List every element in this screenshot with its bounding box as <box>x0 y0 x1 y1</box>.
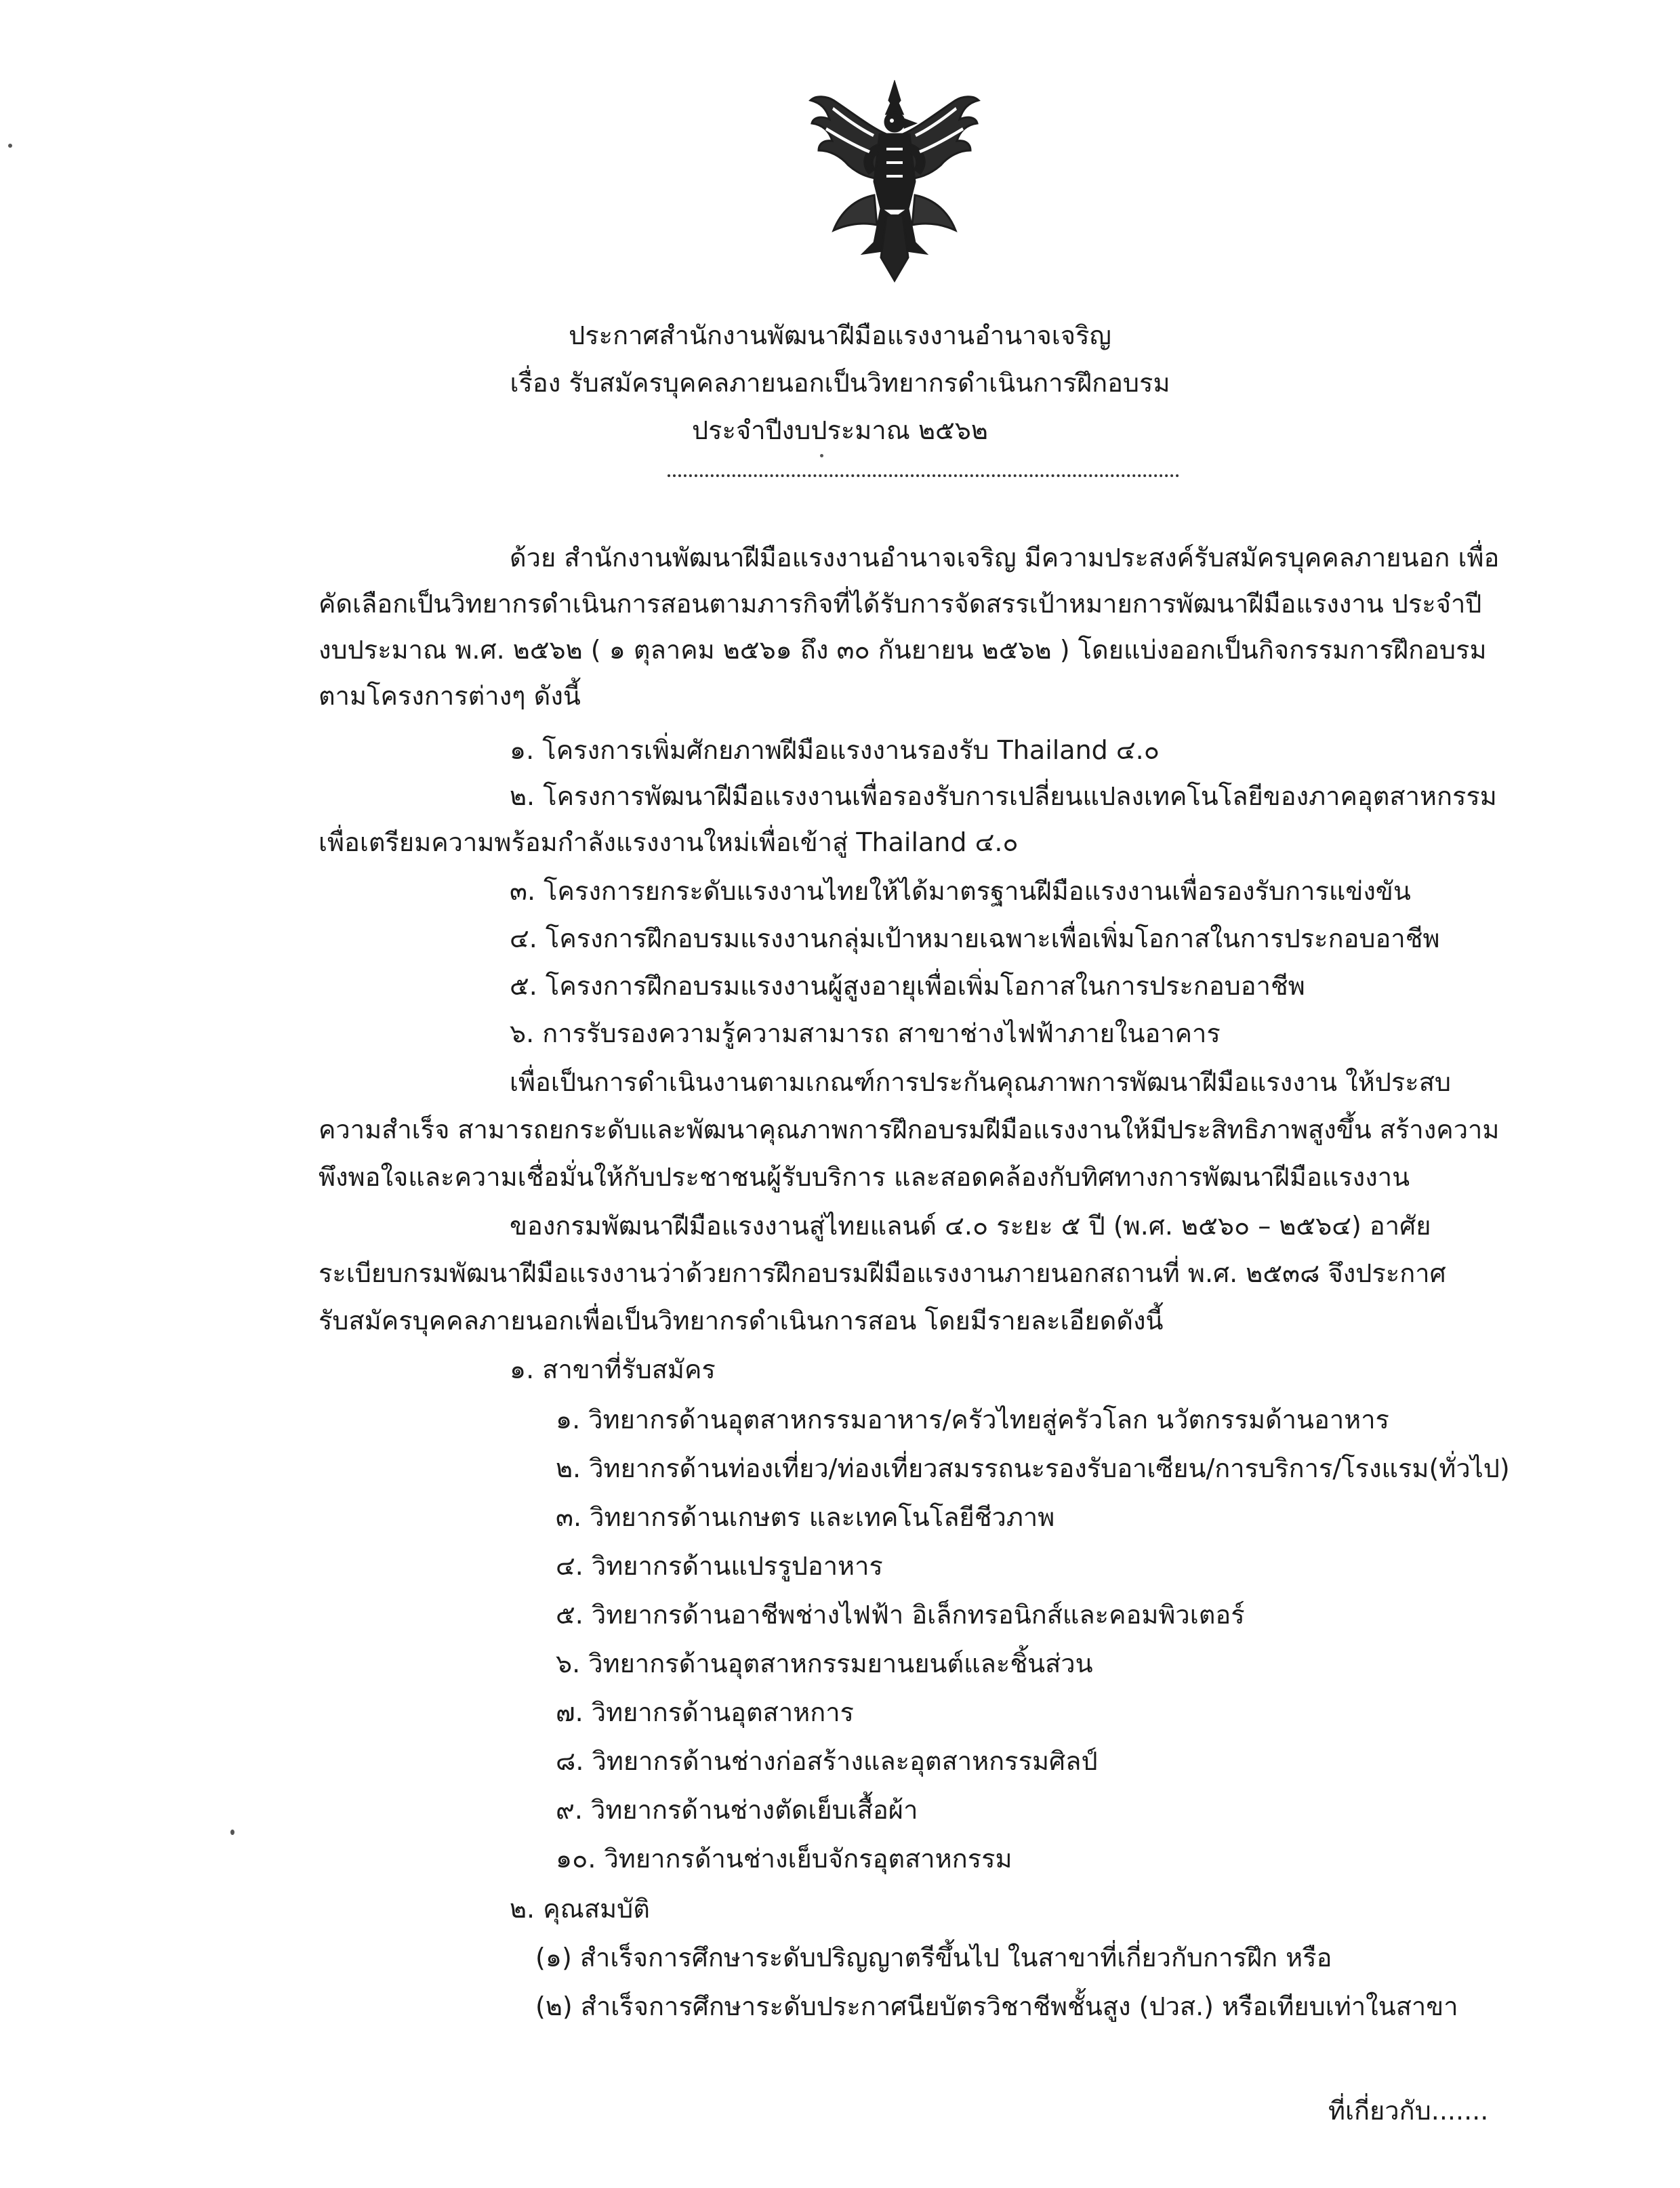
garuda-emblem-icon <box>806 80 983 283</box>
intro-line: ตามโครงการต่างๆ ดังนี้ <box>319 681 581 711</box>
branch-item: ๕. วิทยากรด้านอาชีพช่างไฟฟ้า อิเล็กทรอนิกส์และคอมพิวเตอร์ <box>556 1600 1245 1630</box>
project-item: ๖. การรับรองความรู้ความสามารถ สาขาช่างไฟฟ้าภายในอาคาร <box>510 1018 1221 1048</box>
scan-speck <box>8 144 12 148</box>
project-item: ๓. โครงการยกระดับแรงงานไทยให้ได้มาตรฐานฝีมือแรงงานเพื่อรองรับการแข่งขัน <box>510 876 1411 906</box>
scan-speck <box>230 1830 234 1835</box>
branch-item: ๘. วิทยากรด้านช่างก่อสร้างและอุตสาหกรรมศิลป์ <box>556 1746 1098 1776</box>
purpose-line: ระเบียบกรมพัฒนาฝีมือแรงงานว่าด้วยการฝึกอบรมฝีมือแรงงานภายนอกสถานที่ พ.ศ. ๒๕๓๘ จึงประกาศ <box>319 1258 1446 1288</box>
project-item: ๕. โครงการฝึกอบรมแรงงานผู้สูงอายุเพื่อเพิ่มโอกาสในการประกอบอาชีพ <box>510 971 1305 1001</box>
project-item: ๑. โครงการเพิ่มศักยภาพฝีมือแรงงานรองรับ Thailand ๔.๐ <box>510 735 1160 765</box>
project-item: ๒. โครงการพัฒนาฝีมือแรงงานเพื่อรองรับการเปลี่ยนแปลงเทคโนโลยีของภาคอุตสาหกรรม <box>510 781 1497 811</box>
project-item-continuation: เพื่อเตรียมความพร้อมกำลังแรงงานใหม่เพื่อเข้าสู่ Thailand ๔.๐ <box>319 827 1019 857</box>
section-heading-branches: ๑. สาขาที่รับสมัคร <box>510 1355 716 1384</box>
branch-item: ๖. วิทยากรด้านอุตสาหกรรมยานยนต์และชิ้นส่วน <box>556 1649 1093 1678</box>
branch-item: ๙. วิทยากรด้านช่างตัดเย็บเสื้อผ้า <box>556 1795 918 1825</box>
purpose-line: เพื่อเป็นการดำเนินงานตามเกณฑ์การประกันคุณภาพการพัฒนาฝีมือแรงงาน ให้ประสบ <box>510 1067 1452 1097</box>
intro-line: ด้วย สำนักงานพัฒนาฝีมือแรงงานอำนาจเจริญ มีความประสงค์รับสมัครบุคคลภายนอก เพื่อ <box>510 543 1500 573</box>
branch-item: ๒. วิทยากรด้านท่องเที่ยว/ท่องเที่ยวสมรรถนะรองรับอาเซียน/การบริการ/โรงแรม(ทั่วไป) <box>556 1453 1510 1483</box>
announcement-subject: เรื่อง รับสมัครบุคคลภายนอกเป็นวิทยากรดำเนินการฝึกอบรม <box>510 368 1170 398</box>
page-continuation: ที่เกี่ยวกับ....... <box>1328 2096 1489 2126</box>
announcement-title: ประกาศสำนักงานพัฒนาฝีมือแรงงานอำนาจเจริญ <box>569 321 1111 350</box>
qualification-item: (๑) สำเร็จการศึกษาระดับปริญญาตรีขึ้นไป ในสาขาที่เกี่ยวกับการฝึก หรือ <box>535 1943 1332 1973</box>
qualification-item: (๒) สำเร็จการศึกษาระดับประกาศนียบัตรวิชาชีพชั้นสูง (ปวส.) หรือเทียบเท่าในสาขา <box>535 1991 1458 2021</box>
branch-item: ๑. วิทยากรด้านอุตสาหกรรมอาหาร/ครัวไทยสู่ครัวโลก นวัตกรรมด้านอาหาร <box>556 1405 1389 1434</box>
intro-line: คัดเลือกเป็นวิทยากรดำเนินการสอนตามภารกิจที่ได้รับการจัดสรรเป้าหมายการพัฒนาฝีมือแรงงาน ประจำปี <box>319 589 1482 619</box>
purpose-line: ของกรมพัฒนาฝีมือแรงงานสู่ไทยแลนด์ ๔.๐ ระยะ ๕ ปี (พ.ศ. ๒๕๖๐ – ๒๕๖๔) อาศัย <box>510 1211 1431 1241</box>
fiscal-year: ประจำปีงบประมาณ ๒๕๖๒ <box>692 415 988 445</box>
intro-line: งบประมาณ พ.ศ. ๒๕๖๒ ( ๑ ตุลาคม ๒๕๖๑ ถึง ๓๐ กันยายน ๒๕๖๒ ) โดยแบ่งออกเป็นกิจกรรมการฝึกอบรม <box>319 635 1487 665</box>
purpose-line: รับสมัครบุคคลภายนอกเพื่อเป็นวิทยากรดำเนินการสอน โดยมีรายละเอียดดังนี้ <box>319 1306 1164 1336</box>
scan-speck <box>820 454 823 457</box>
purpose-line: พึงพอใจและความเชื่อมั่นให้กับประชาชนผู้รับบริการ และสอดคล้องกับทิศทางการพัฒนาฝีมือแรงงาน <box>319 1162 1410 1192</box>
branch-item: ๓. วิทยากรด้านเกษตร และเทคโนโลยีชีวภาพ <box>556 1502 1055 1532</box>
branch-item: ๗. วิทยากรด้านอุตสาหการ <box>556 1697 854 1727</box>
purpose-line: ความสำเร็จ สามารถยกระดับและพัฒนาคุณภาพการฝึกอบรมฝีมือแรงงานให้มีประสิทธิภาพสูงขึ้น สร้างความ <box>319 1115 1500 1144</box>
branch-item: ๑๐. วิทยากรด้านช่างเย็บจักรอุตสาหกรรม <box>556 1844 1012 1874</box>
section-heading-qualifications: ๒. คุณสมบัติ <box>510 1894 650 1924</box>
branch-item: ๔. วิทยากรด้านแปรรูปอาหาร <box>556 1551 883 1581</box>
project-item: ๔. โครงการฝึกอบรมแรงงานกลุ่มเป้าหมายเฉพาะเพื่อเพิ่มโอกาสในการประกอบอาชีพ <box>510 924 1440 953</box>
dotted-divider <box>668 474 1179 477</box>
